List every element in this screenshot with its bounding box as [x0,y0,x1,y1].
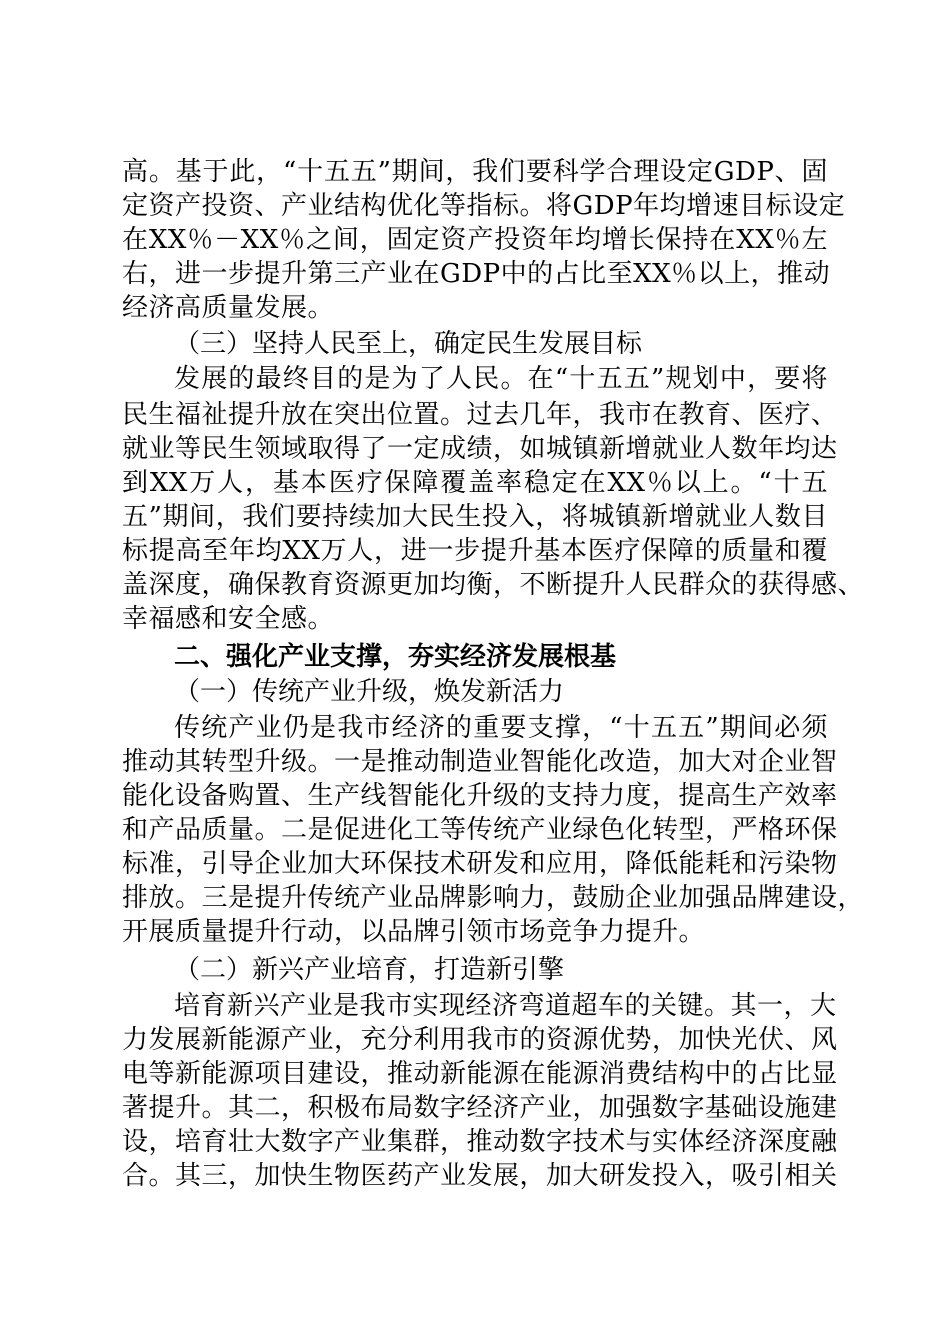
body-line: 右，进一步提升第三产业在GDP中的占比至XX％以上，推动 [122,259,831,289]
body-line: 能化设备购置、生产线智能化升级的支持力度，提高生产效率 [122,781,838,811]
body-line: 到XX万人，基本医疗保障覆盖率稳定在XX％以上。“十五 [122,468,828,498]
body-line: 电等新能源项目建设，推动新能源在能源消费结构中的占比显 [122,1059,838,1089]
body-line: 发展的最终目的是为了人民。在“十五五”规划中，要将 [174,364,828,394]
body-line: 就业等民生领域取得了一定成绩，如城镇新增就业人数年均达 [122,434,838,464]
body-line: 经济高质量发展。 [122,293,335,323]
section-heading: 二、强化产业支撑，夯实经济发展根基 [174,642,617,672]
body-line: 定资产投资、产业结构优化等指标。将GDP年均增速目标设定 [122,191,846,221]
subsection-heading: （一）传统产业升级，焕发新活力 [174,677,565,707]
body-line: 高。基于此，“十五五”期间，我们要科学合理设定GDP、固 [122,157,828,187]
body-line: 传统产业仍是我市经济的重要支撑，“十五五”期间必须 [174,713,828,743]
body-line: 力发展新能源产业，充分利用我市的资源优势，加快光伏、风 [122,1025,838,1055]
body-line: 合。其三，加快生物医药产业发展，加大研发投入，吸引相关 [122,1161,838,1191]
body-line: 五”期间，我们要持续加大民生投入，将城镇新增就业人数目 [122,502,828,532]
body-line: 设，培育壮大数字产业集群，推动数字技术与实体经济深度融 [122,1127,838,1157]
body-line: 培育新兴产业是我市实现经济弯道超车的关键。其一，大 [174,991,837,1021]
body-line: 开展质量提升行动，以品牌引领市场竞争力提升。 [122,917,706,947]
body-line: 在XX％－XX％之间，固定资产投资年均增长保持在XX％左 [122,225,828,255]
body-line: 标提高至年均XX万人，进一步提升基本医疗保障的质量和覆 [122,536,828,566]
body-line: 幸福感和安全感。 [122,604,335,634]
body-line: 著提升。其二，积极布局数字经济产业，加强数字基础设施建 [122,1093,838,1123]
subsection-heading: （三）坚持人民至上，确定民生发展目标 [174,329,643,359]
body-line: 推动其转型升级。一是推动制造业智能化改造，加大对企业智 [122,747,838,777]
body-line: 盖深度，确保教育资源更加均衡，不断提升人民群众的获得感、 [122,570,865,600]
body-line: 和产品质量。二是促进化工等传统产业绿色化转型，严格环保 [122,815,838,845]
subsection-heading: （二）新兴产业培育，打造新引擎 [174,955,565,985]
body-line: 标准，引导企业加大环保技术研发和应用，降低能耗和污染物 [122,849,838,879]
body-line: 排放。三是提升传统产业品牌影响力，鼓励企业加强品牌建设， [122,883,865,913]
body-line: 民生福祉提升放在突出位置。过去几年，我市在教育、医疗、 [122,400,838,430]
